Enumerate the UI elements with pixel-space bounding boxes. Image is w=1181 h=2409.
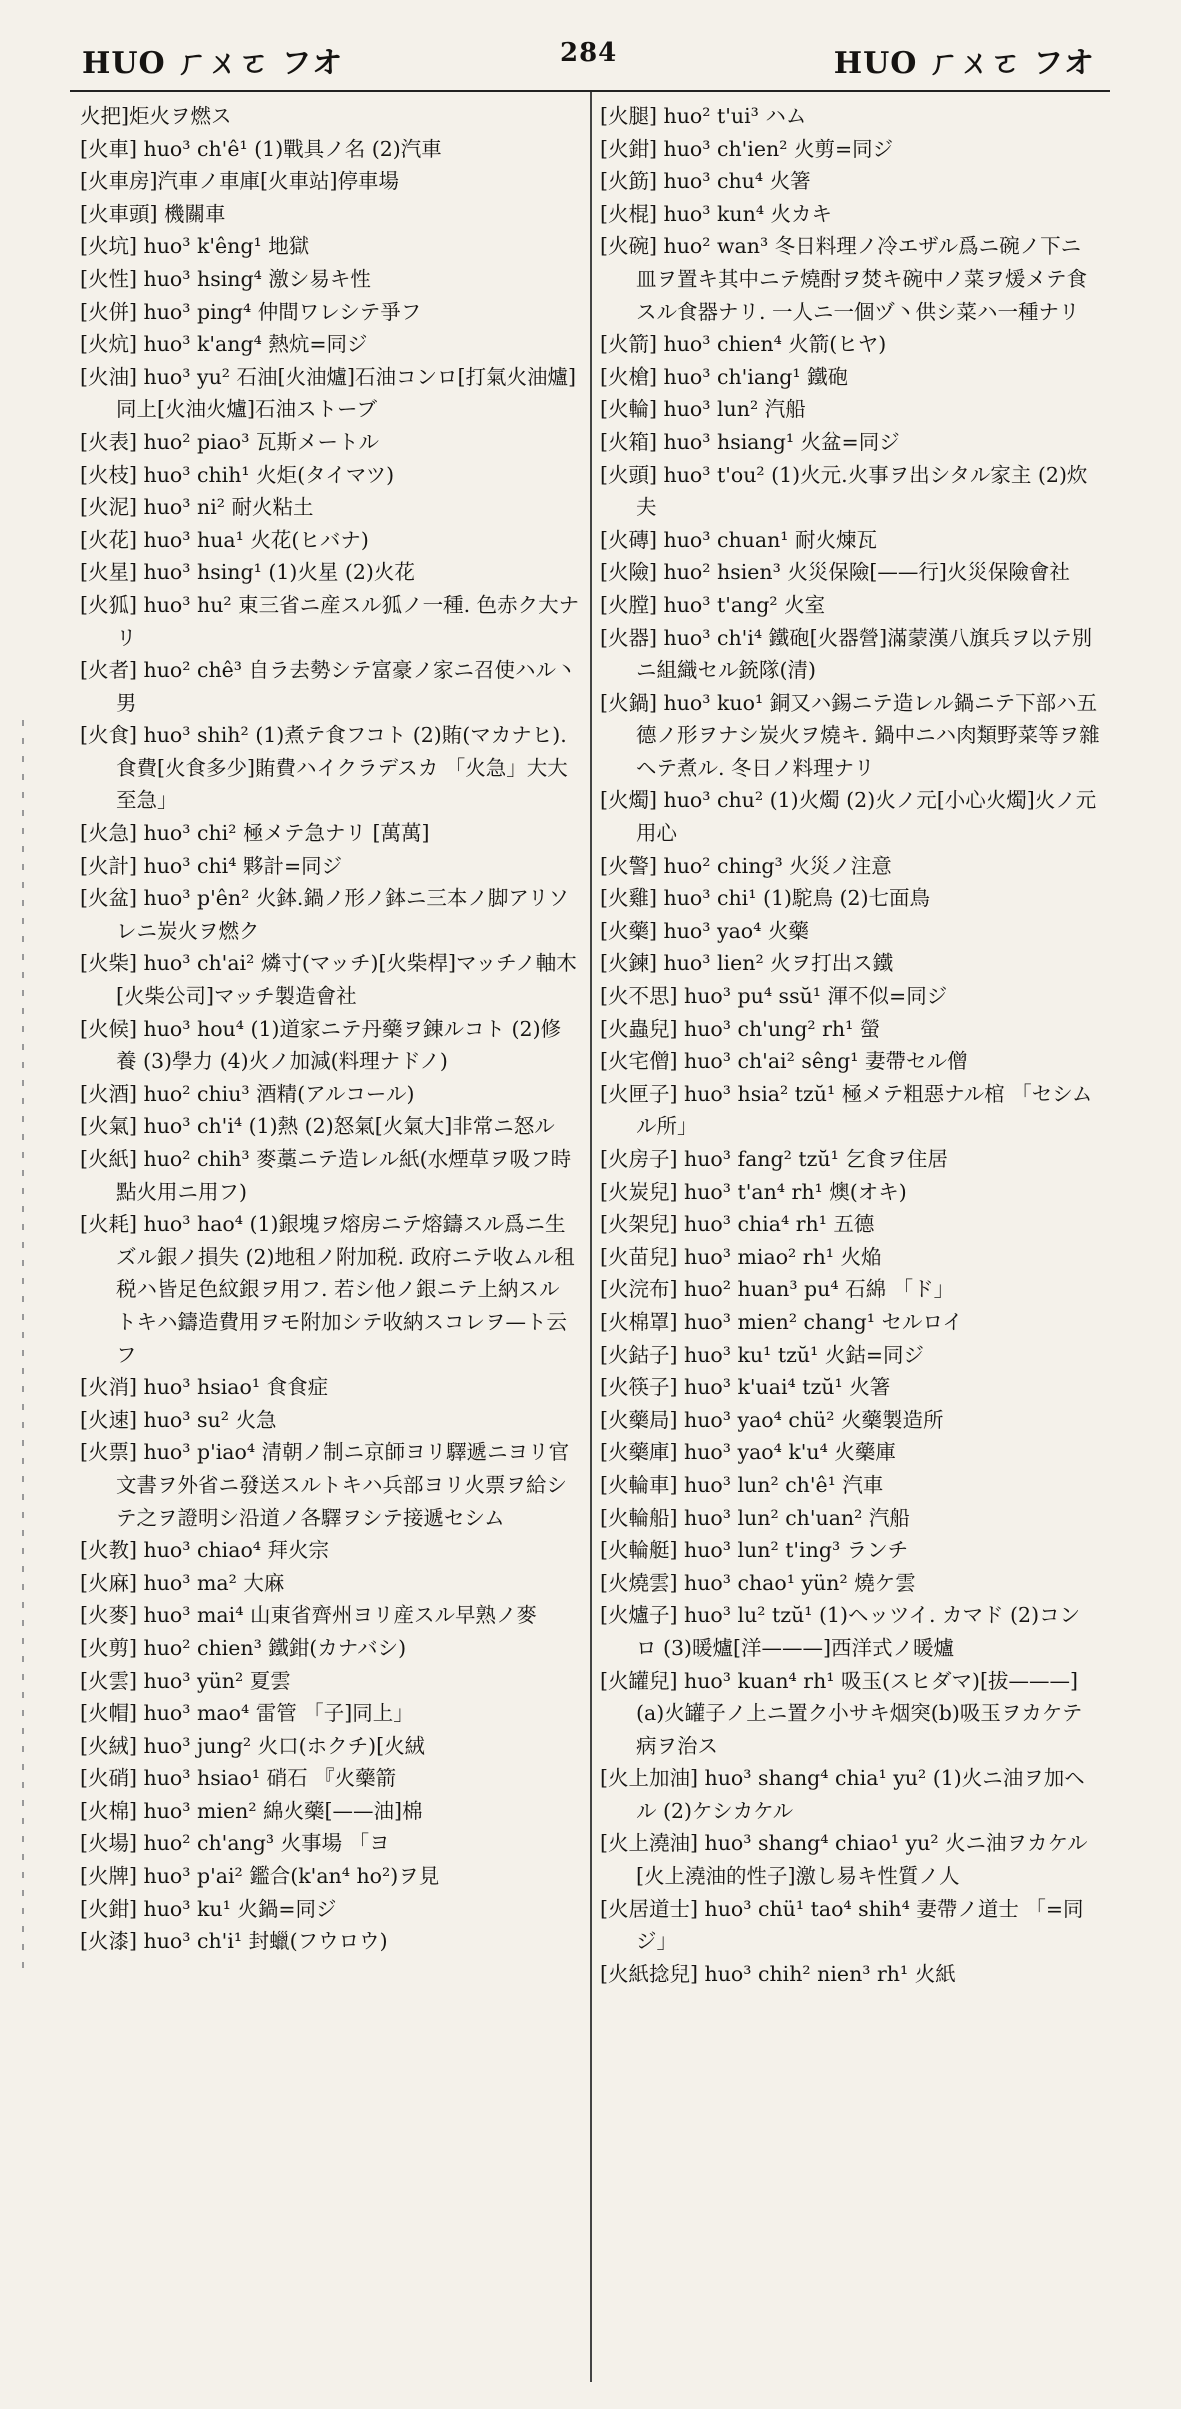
dictionary-entry: [火枝] huo³ chih¹ 火炬(タイマツ): [80, 462, 395, 487]
dictionary-entry: [火速] huo³ su² 火急: [80, 1407, 277, 1432]
column-divider: [590, 92, 592, 2382]
running-header-left: HUO ㄏㄨㄛ フオ: [82, 46, 344, 81]
dictionary-entry: [火炕] huo³ k'ang⁴ 熱炕=同ジ: [80, 332, 368, 357]
dictionary-entry: [火藥] huo³ yao⁴ 火藥: [600, 918, 809, 943]
margin-perforation: [22, 720, 24, 1970]
dictionary-entry: [火鈷子] huo³ ku¹ tzŭ¹ 火鈷=同ジ: [600, 1342, 925, 1367]
dictionary-entry: [火輪車] huo³ lun² ch'ê¹ 汽車: [600, 1472, 884, 1497]
dictionary-entry: [火箱] huo³ hsiang¹ 火盆=同ジ: [600, 429, 900, 454]
dictionary-entry: [火藥庫] huo³ yao⁴ k'u⁴ 火藥庫: [600, 1440, 896, 1465]
dictionary-entry: [火爐子] huo³ lu² tzŭ¹ (1)ヘッツイ. カマド (2)コンロ (3)暖爐[洋———]西洋式ノ暖爐: [600, 1603, 1081, 1660]
page-number: 284: [560, 38, 618, 68]
dictionary-entry: [火表] huo² piao³ 瓦斯メートル: [80, 429, 379, 454]
dictionary-entry: [火教] huo³ chiao⁴ 拜火宗: [80, 1538, 330, 1563]
dictionary-entry: [火槍] huo³ ch'iang¹ 鐵砲: [600, 364, 849, 389]
dictionary-entry: [火棉罩] huo³ mien² chang¹ セルロイ: [600, 1309, 963, 1334]
dictionary-entry: [火坑] huo³ k'êng¹ 地獄: [80, 234, 310, 259]
dictionary-entry: [火膛] huo³ t'ang² 火室: [600, 592, 826, 617]
dictionary-entry: [火鍋] huo³ kuo¹ 銅又ハ錫ニテ造レル鍋ニテ下部ハ五德ノ形ヲナシ炭火ヲ燒キ. 鍋中ニハ肉類野菜等ヲ雜ヘテ煮ル. 冬日ノ料理ナリ: [600, 690, 1100, 780]
dictionary-entry: [火炭兒] huo³ t'an⁴ rh¹ 燠(オキ): [600, 1179, 907, 1204]
dictionary-entry: [火鍊] huo³ lien² 火ヲ打出ス鐵: [600, 951, 894, 976]
dictionary-entry: [火性] huo³ hsing⁴ 激シ易キ性: [80, 266, 371, 291]
dictionary-entry: [火剪] huo² chien³ 鐵鉗(カナバシ): [80, 1635, 407, 1660]
dictionary-entry: [火帽] huo³ mao⁴ 雷管 「子]同上」: [80, 1701, 414, 1726]
dictionary-entry: [火花] huo³ hua¹ 火花(ヒバナ): [80, 527, 369, 552]
dictionary-entry: [火候] huo³ hou⁴ (1)道家ニテ丹藥ヲ錬ルコト (2)修養 (3)學力 (4)火ノ加減(料理ナドノ): [80, 1016, 562, 1074]
dictionary-entry: [火蟲兒] huo³ ch'ung² rh¹ 螢: [600, 1016, 881, 1041]
dictionary-entry: [火鉗] huo³ ch'ien² 火剪=同ジ: [600, 136, 894, 161]
dictionary-entry: [火併] huo³ ping⁴ 仲間ワレシテ爭フ: [80, 299, 422, 324]
dictionary-entry: [火雲] huo³ yün² 夏雲: [80, 1668, 291, 1693]
dictionary-entry: [火藥局] huo³ yao⁴ chü² 火藥製造所: [600, 1407, 944, 1432]
dictionary-entry: [火氣] huo³ ch'i⁴ (1)熱 (2)怒氣[火氣大]非常ニ怒ル: [80, 1114, 555, 1139]
dictionary-entry: [火酒] huo² chiu³ 酒精(アルコール): [80, 1081, 415, 1106]
dictionary-entry: [火麥] huo³ mai⁴ 山東省齊州ヨリ産スル早熟ノ麥: [80, 1603, 537, 1628]
dictionary-entry: [火油] huo³ yu² 石油[火油爐]石油コンロ[打氣火油爐]同上[火油火爐]石油ストーブ: [80, 364, 577, 422]
dictionary-entry: [火宅僧] huo³ ch'ai² sêng¹ 妻帶セル僧: [600, 1049, 968, 1074]
dictionary-entry: [火上澆油] huo³ shang⁴ chiao¹ yu² 火ニ油ヲカケル[火上澆油的性子]激し易キ性質ノ人: [600, 1831, 1088, 1889]
dictionary-entry: [火車] huo³ ch'ê¹ (1)戰具ノ名 (2)汽車: [80, 136, 442, 161]
dictionary-entry: [火苗兒] huo³ miao² rh¹ 火焔: [600, 1244, 882, 1269]
running-header-right: HUO ㄏㄨㄛ フオ: [833, 46, 1095, 81]
dictionary-entry: [火車房]汽車ノ車庫[火車站]停車場: [80, 169, 399, 194]
dictionary-entry: [火輪船] huo³ lun² ch'uan² 汽船: [600, 1505, 910, 1530]
dictionary-entry: [火架兒] huo³ chia⁴ rh¹ 五德: [600, 1212, 875, 1237]
dictionary-entry: [火者] huo² chê³ 自ラ去勢シテ富豪ノ家ニ召使ハル丶男: [80, 658, 577, 715]
dictionary-entry: [火柴] huo³ ch'ai² 燐寸(マッチ)[火柴桿]マッチノ軸木[火柴公司]マッチ製造會社: [80, 951, 577, 1009]
dictionary-entry: [火警] huo² ching³ 火災ノ注意: [600, 853, 892, 878]
dictionary-entry: [火耗] huo³ hao⁴ (1)銀塊ヲ熔房ニテ熔鑄スル爲ニ生ズル銀ノ損失 (2)地租ノ附加税. 政府ニテ收ムル租税ハ皆足色紋銀ヲ用フ. 若シ他ノ銀ニテ上納スルトキハ鑄造費用ヲモ附加シテ收納スコレヲ—ト云フ: [80, 1212, 575, 1367]
dictionary-entry: [火棉] huo³ mien² 綿火藥[——油]棉: [80, 1798, 423, 1823]
right-column: [600, 100, 1100, 1990]
dictionary-entry: [火急] huo³ chi² 極メテ急ナリ [萬萬]: [80, 821, 430, 846]
dictionary-entry: [火居道士] huo³ chü¹ tao⁴ shih⁴ 妻帶ノ道士 「=同ジ」: [600, 1896, 1084, 1954]
dictionary-entry: [火燭] huo³ chu² (1)火燭 (2)火ノ元[小心火燭]火ノ元用心: [600, 788, 1097, 846]
dictionary-entry: [火星] huo³ hsing¹ (1)火星 (2)火花: [80, 560, 415, 585]
dictionary-entry: [火食] huo³ shih² (1)煮テ食フコト (2)賄(マカナヒ). 食費[火食多少]賄費ハイクラデスカ 「火急」大大至急」: [80, 723, 568, 813]
dictionary-entry: [火房子] huo³ fang² tzŭ¹ 乞食ヲ住居: [600, 1147, 948, 1171]
dictionary-entry: [火漆] huo³ ch'i¹ 封蠟(フウロウ): [80, 1929, 388, 1954]
dictionary-entry: [火泥] huo³ ni² 耐火粘土: [80, 495, 314, 520]
dictionary-entry: [火紙捻兒] huo³ chih² nien³ rh¹ 火紙: [600, 1961, 956, 1986]
dictionary-entry: [火輪艇] huo³ lun² t'ing³ ランチ: [600, 1538, 909, 1563]
dictionary-entry: [火箭] huo³ chien⁴ 火箭(ヒヤ): [600, 332, 887, 357]
dictionary-entry: [火器] huo³ ch'i⁴ 鐵砲[火器營]滿蒙漢八旗兵ヲ以テ別ニ組織セル銃隊(清): [600, 625, 1093, 683]
dictionary-entry: [火鉗] huo³ ku¹ 火鍋=同ジ: [80, 1896, 337, 1921]
dictionary-entry: [火計] huo³ chi⁴ 夥計=同ジ: [80, 853, 343, 878]
dictionary-entry: [火硝] huo³ hsiao¹ 硝石 『火藥箭: [80, 1766, 397, 1791]
dictionary-entry: 火把]炬火ヲ燃ス: [80, 104, 232, 128]
dictionary-entry: [火牌] huo³ p'ai² 鑑合(k'an⁴ ho²)ヲ見: [80, 1864, 440, 1889]
dictionary-entry: [火狐] huo³ hu² 東三省ニ産スル狐ノ一種. 色赤ク大ナリ: [80, 592, 580, 650]
dictionary-entry: [火盆] huo³ p'ên² 火鉢.鍋ノ形ノ鉢ニ三本ノ脚アリソレニ炭火ヲ燃ク: [80, 886, 570, 943]
dictionary-entry: [火麻] huo³ ma² 大麻: [80, 1570, 285, 1595]
dictionary-entry: [火紙] huo² chih³ 麥藁ニテ造レル紙(水煙草ヲ吸フ時點火用ニ用フ): [80, 1147, 572, 1204]
dictionary-entry: [火車頭] 機關車: [80, 201, 226, 226]
dictionary-entry: [火磚] huo³ chuan¹ 耐火煉瓦: [600, 527, 878, 552]
dictionary-entry: [火場] huo² ch'ang³ 火事場 「ヨ: [80, 1831, 390, 1856]
dictionary-entry: [火浣布] huo² huan³ pu⁴ 石綿 「ド」: [600, 1277, 955, 1302]
dictionary-entry: [火消] huo³ hsiao¹ 食食症: [80, 1375, 329, 1400]
dictionary-entry: [火票] huo³ p'iao⁴ 清朝ノ制ニ京師ヨリ驛遞ニヨリ官文書ヲ外省ニ發送スルトキハ兵部ヨリ火票ヲ給シテ之ヲ證明シ沿道ノ各驛ヲシテ接遞セシム: [80, 1440, 570, 1530]
dictionary-entry: [火險] huo² hsien³ 火災保險[——行]火災保險會社: [600, 560, 1070, 585]
dictionary-entry: [火罐兒] huo³ kuan⁴ rh¹ 吸玉(スヒダマ)[拔———](a)火罐子ノ上ニ置ク小サキ烟突(b)吸玉ヲカケテ病ヲ治ス: [600, 1668, 1083, 1758]
dictionary-entry: [火頭] huo³ t'ou² (1)火元.火事ヲ出シタル家主 (2)炊夫: [600, 462, 1088, 520]
dictionary-entry: [火不思] huo³ pu⁴ ssŭ¹ 渾不似=同ジ: [600, 984, 948, 1009]
left-column: [80, 100, 580, 1958]
dictionary-entry: [火碗] huo² wan³ 冬日料理ノ冷エザル爲ニ碗ノ下ニ皿ヲ置キ其中ニテ燒酎ヲ焚キ碗中ノ菜ヲ煖メテ食スル食器ナリ. 一人ニ一個ヅ丶供シ菜ハ一種ナリ: [600, 234, 1087, 324]
dictionary-entry: [火燒雲] huo³ chao¹ yün² 燒ケ雲: [600, 1570, 916, 1595]
dictionary-entry: [火上加油] huo³ shang⁴ chia¹ yu² (1)火ニ油ヲ加ヘル (2)ケシカケル: [600, 1766, 1085, 1823]
dictionary-entry: [火棍] huo³ kun⁴ 火カキ: [600, 201, 833, 226]
dictionary-entry: [火筯] huo³ chu⁴ 火箸: [600, 169, 811, 194]
dictionary-entry: [火腿] huo² t'ui³ ハム: [600, 104, 807, 128]
dictionary-entry: [火匣子] huo³ hsia² tzŭ¹ 極メテ粗惡ナル棺 「セシムル所」: [600, 1081, 1093, 1139]
dictionary-entry: [火筷子] huo³ k'uai⁴ tzŭ¹ 火箸: [600, 1375, 891, 1400]
dictionary-entry: [火雞] huo³ chi¹ (1)駝鳥 (2)七面鳥: [600, 886, 931, 911]
dictionary-entry: [火輪] huo³ lun² 汽船: [600, 397, 806, 422]
dictionary-entry: [火絨] huo³ jung² 火口(ホクチ)[火絨: [80, 1733, 426, 1758]
